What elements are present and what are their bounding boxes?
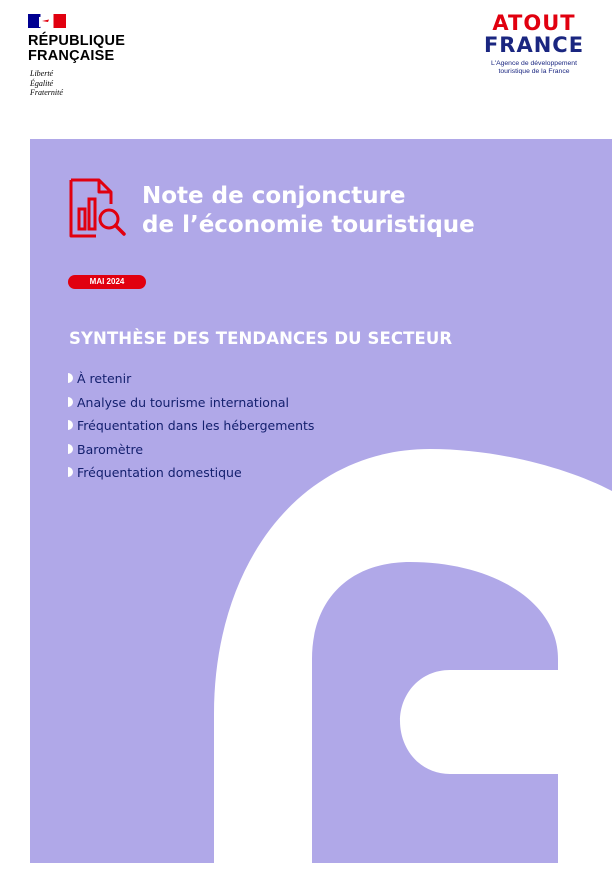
half-circle-bullet-icon [68, 397, 73, 407]
cover-panel [30, 139, 612, 863]
report-title-line1: Note de conjoncture [142, 183, 406, 209]
atout-word: ATOUT [492, 11, 576, 35]
toc-item-frequentation-domestique[interactable] [68, 461, 468, 485]
marianne-flag-icon [28, 14, 66, 28]
toc-item-label: Baromètre [77, 441, 144, 457]
section-heading: SYNTHÈSE DES TENDANCES DU SECTEUR [69, 329, 453, 348]
date-badge: MAI 2024 [68, 275, 146, 289]
decorative-arch-shape [30, 139, 612, 863]
report-title-line2: de l’économie touristique [142, 212, 475, 238]
atout-france-logo [474, 12, 594, 82]
half-circle-bullet-icon [68, 373, 73, 383]
toc-item-tourisme-international[interactable] [68, 391, 468, 415]
motto-egalite: Égalité [30, 78, 54, 88]
document-chart-search-icon [66, 177, 128, 241]
atout-tagline [474, 60, 594, 76]
table-of-contents [68, 367, 468, 485]
toc-item-barometre[interactable] [68, 438, 468, 462]
toc-item-label: Analyse du tourisme international [77, 394, 290, 410]
half-circle-bullet-icon [68, 467, 73, 477]
motto-liberte: Liberté [30, 69, 54, 78]
atout-tagline-line2: touristique de la France [498, 68, 570, 75]
republique-francaise-name [28, 34, 158, 64]
motto-fraternite: Fraternité [30, 88, 63, 97]
atout-tagline-line1: L'Agence de développement [491, 60, 577, 67]
toc-item-hebergements[interactable] [68, 414, 468, 438]
rf-name-line1: RÉPUBLIQUE [28, 33, 126, 49]
republique-motto [30, 69, 110, 98]
half-circle-bullet-icon [68, 420, 73, 430]
toc-item-label: À retenir [77, 371, 132, 386]
toc-item-label: Fréquentation dans les hébergements [77, 418, 315, 433]
rf-name-line2: FRANÇAISE [28, 48, 115, 64]
france-word: FRANCE [483, 33, 585, 57]
toc-item-label: Fréquentation domestique [77, 465, 242, 480]
report-title [142, 182, 582, 240]
toc-item-a-retenir[interactable] [68, 367, 468, 391]
half-circle-bullet-icon [68, 444, 73, 454]
